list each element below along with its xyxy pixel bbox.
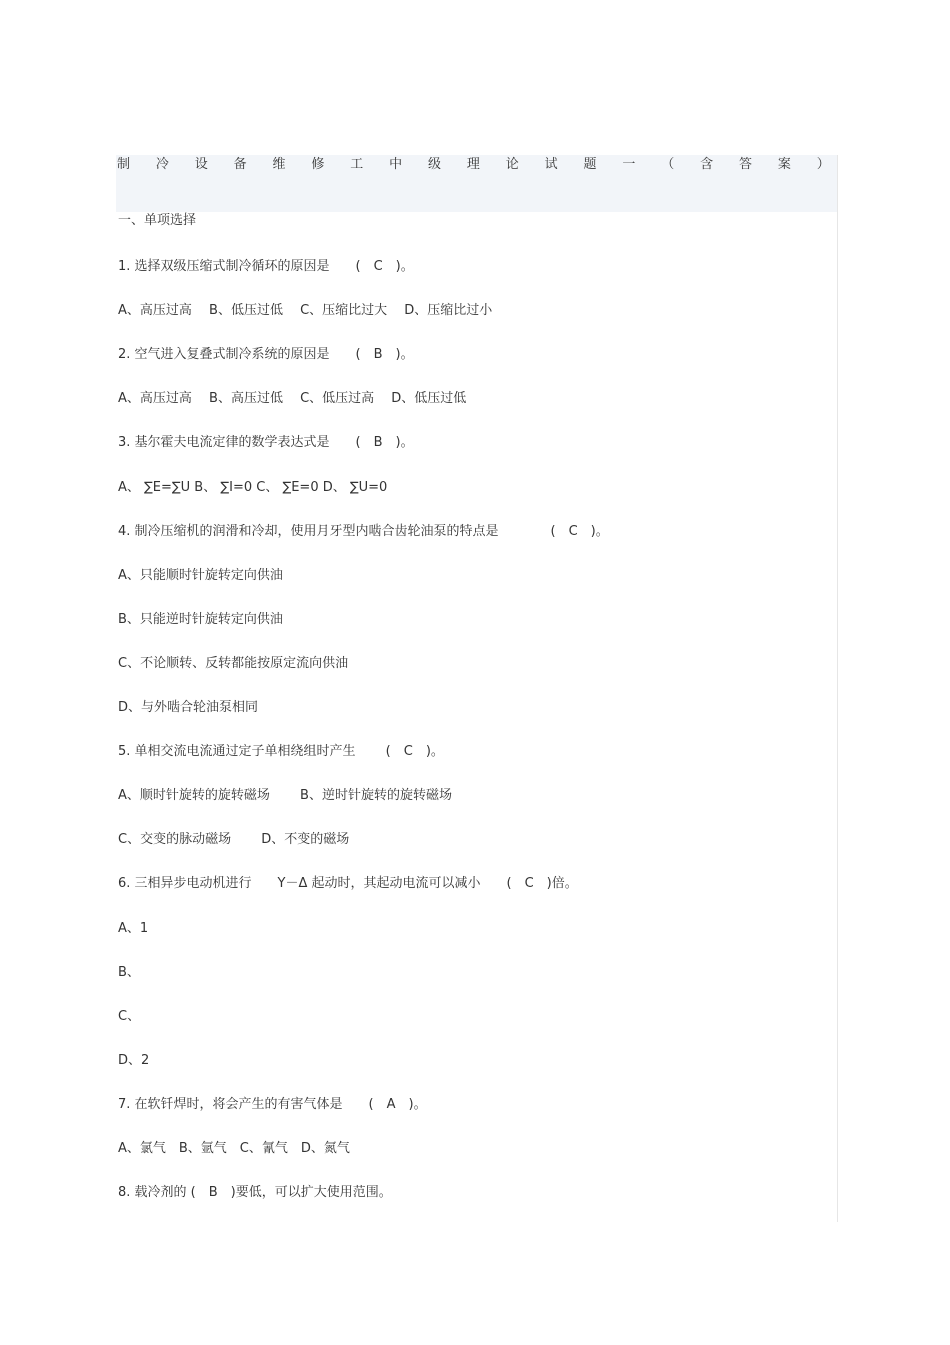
option-4b: B、只能逆时针旋转定向供油 bbox=[118, 612, 283, 627]
question-2: 2. 空气进入复叠式制冷系统的原因是 ( B )。 bbox=[118, 347, 414, 362]
title-char: 修 bbox=[311, 157, 325, 172]
title-char: 试 bbox=[544, 157, 558, 172]
question-4: 4. 制冷压缩机的润滑和冷却，使用月牙型内啮合齿轮油泵的特点是 ( C )。 bbox=[118, 524, 609, 539]
option-4a: A、只能顺时针旋转定向供油 bbox=[118, 568, 283, 583]
option-4d: D、与外啮合轮油泵相同 bbox=[118, 700, 259, 715]
options-3: A、 ∑E=∑U B、 ∑I=0 C、 ∑E=0 D、 ∑U=0 bbox=[118, 480, 388, 495]
question-8: 8. 载冷剂的 ( B )要低，可以扩大使用范围。 bbox=[118, 1185, 392, 1200]
document-title bbox=[117, 156, 830, 174]
options-5cd: C、交变的脉动磁场 D、不变的磁场 bbox=[118, 832, 350, 847]
title-char: （ bbox=[661, 157, 675, 172]
options-2: A、高压过高 B、高压过低 C、低压过高 D、低压过低 bbox=[118, 391, 467, 406]
title-char: 工 bbox=[350, 157, 364, 172]
question-1: 1. 选择双级压缩式制冷循环的原因是 ( C )。 bbox=[118, 259, 414, 274]
title-char: 中 bbox=[389, 157, 403, 172]
options-5ab: A、顺时针旋转的旋转磁场 B、逆时针旋转的旋转磁场 bbox=[118, 788, 452, 803]
title-char: 题 bbox=[583, 157, 597, 172]
section-heading: 一、单项选择 bbox=[118, 213, 197, 228]
title-char: 级 bbox=[428, 157, 442, 172]
title-char: 答 bbox=[739, 157, 753, 172]
title-char: 冷 bbox=[155, 157, 169, 172]
title-char: 含 bbox=[700, 157, 714, 172]
question-5: 5. 单相交流电流通过定子单相绕组时产生 ( C )。 bbox=[118, 744, 444, 759]
option-6a: A、1 bbox=[118, 921, 149, 936]
title-char: ） bbox=[816, 157, 830, 172]
title-char: 设 bbox=[194, 157, 208, 172]
title-char: 维 bbox=[272, 157, 286, 172]
question-7: 7. 在软钎焊时，将会产生的有害气体是 ( A )。 bbox=[118, 1097, 427, 1112]
title-char: 理 bbox=[466, 157, 480, 172]
page-right-rule bbox=[837, 155, 838, 1222]
option-4c: C、不论顺转、反转都能按原定流向供油 bbox=[118, 656, 349, 671]
title-char: 一 bbox=[622, 157, 636, 172]
options-1: A、高压过高 B、低压过低 C、压缩比过大 D、压缩比过小 bbox=[118, 303, 493, 318]
title-char: 论 bbox=[505, 157, 519, 172]
option-6c: C、 bbox=[118, 1009, 141, 1024]
option-6d: D、2 bbox=[118, 1053, 150, 1068]
title-char: 制 bbox=[117, 157, 131, 172]
question-3: 3. 基尔霍夫电流定律的数学表达式是 ( B )。 bbox=[118, 435, 414, 450]
option-6b: B、 bbox=[118, 965, 140, 980]
options-7: A、氯气 B、氩气 C、氰气 D、氮气 bbox=[118, 1141, 350, 1156]
title-char: 案 bbox=[777, 157, 791, 172]
question-6: 6. 三相异步电动机进行 Y－Δ 起动时，其起动电流可以减小 ( C )倍。 bbox=[118, 876, 578, 891]
title-char: 备 bbox=[233, 157, 247, 172]
